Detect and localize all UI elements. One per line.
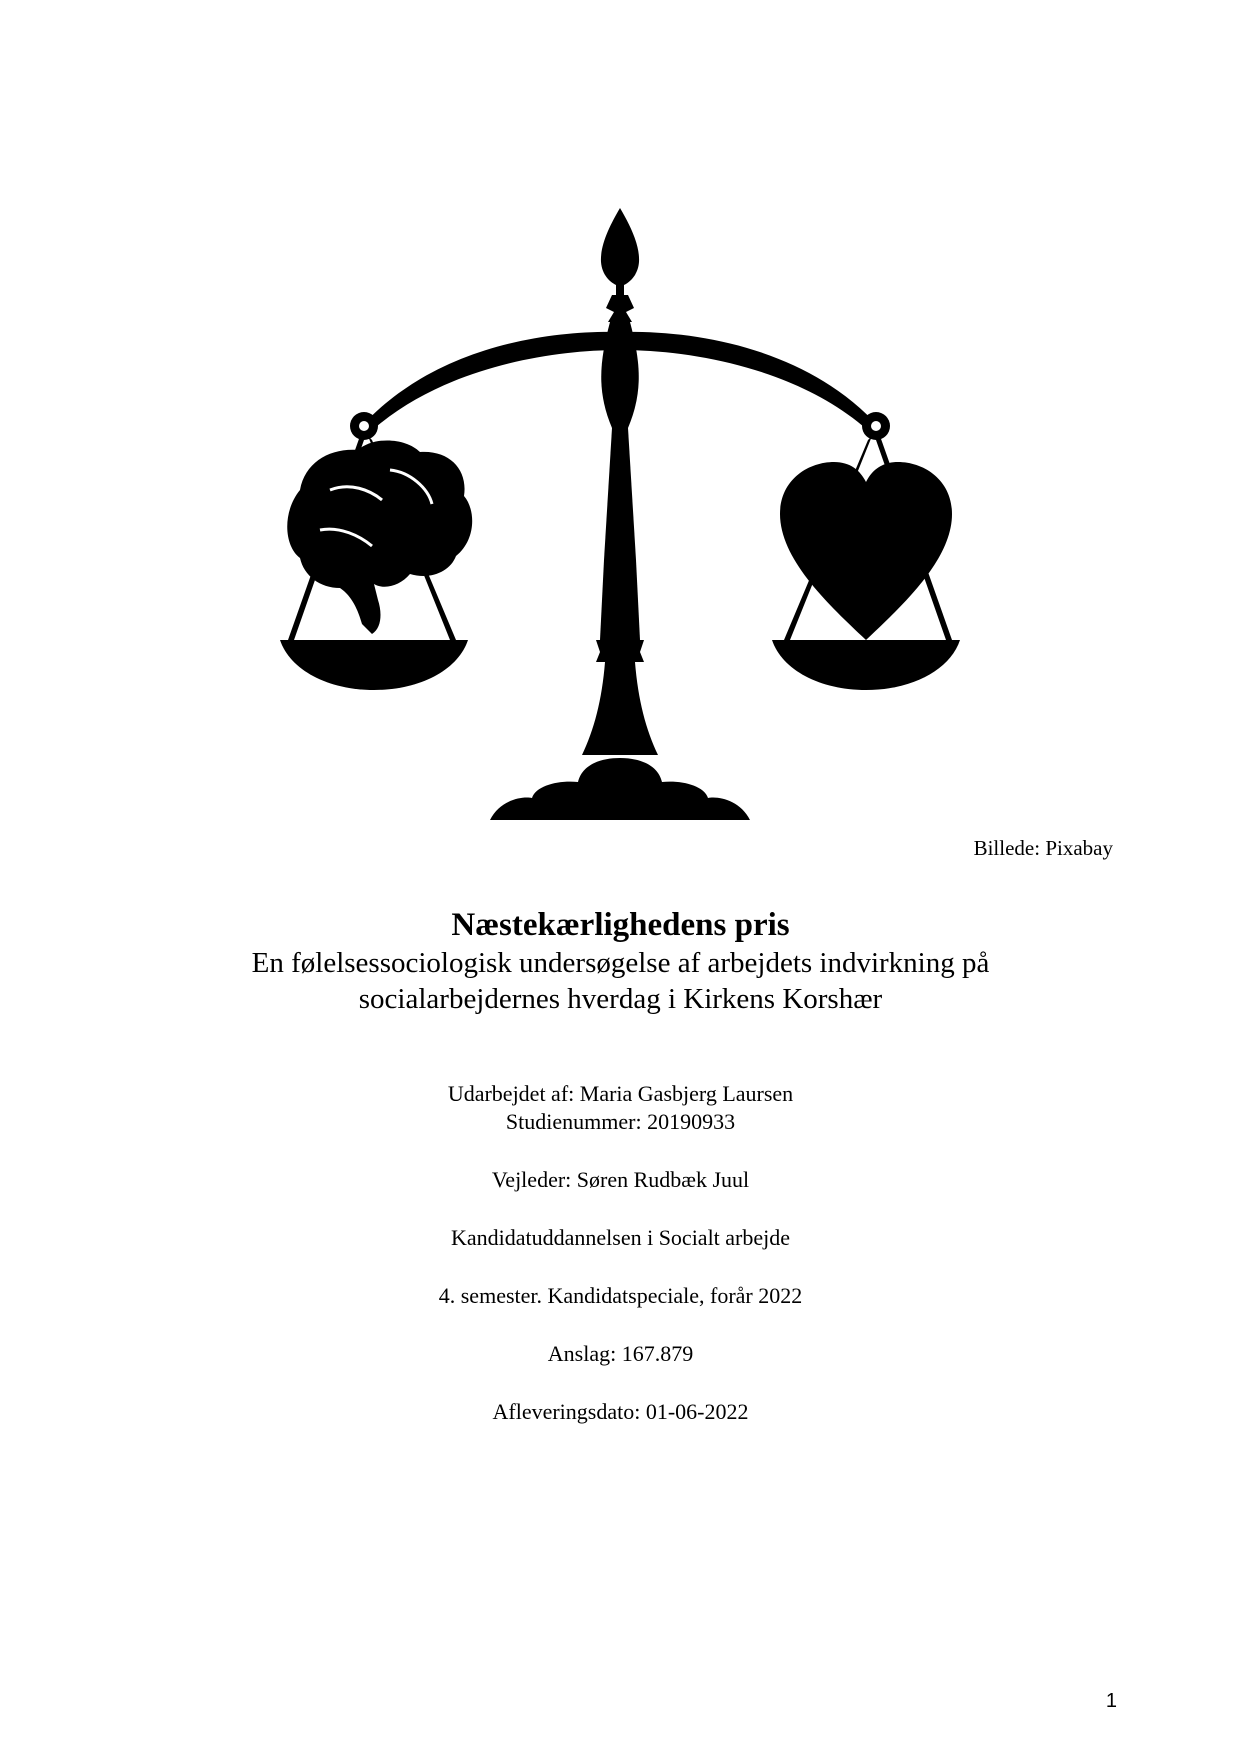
title-block <box>0 905 1241 1017</box>
semester-line: 4. semester. Kandidatspeciale, forår 2022 <box>438 1283 803 1308</box>
balance-scale-brain-heart-icon <box>260 200 980 830</box>
character-count-line: Anslag: 167.879 <box>547 1341 694 1366</box>
document-subtitle-line-2: socialarbejdernes hverdag i Kirkens Korshær <box>358 983 883 1015</box>
author-line: Udarbejdet af: Maria Gasbjerg Laursen <box>447 1081 794 1106</box>
program-line: Kandidatuddannelsen i Socialt arbejde <box>450 1225 791 1250</box>
document-title: Næstekærlighedens pris <box>451 907 790 943</box>
document-subtitle-line-1: En følelsessociologisk undersøgelse af arbejdets indvirkning på <box>251 947 990 979</box>
thesis-info <box>0 1080 1241 1426</box>
supervisor-line: Vejleder: Søren Rudbæk Juul <box>491 1167 750 1192</box>
submission-date-line: Afleveringsdato: 01-06-2022 <box>492 1399 749 1424</box>
student-number-line: Studienummer: 20190933 <box>505 1109 736 1134</box>
image-credit: Billede: Pixabay <box>973 836 1113 860</box>
page-number: 1 <box>1105 1690 1117 1712</box>
